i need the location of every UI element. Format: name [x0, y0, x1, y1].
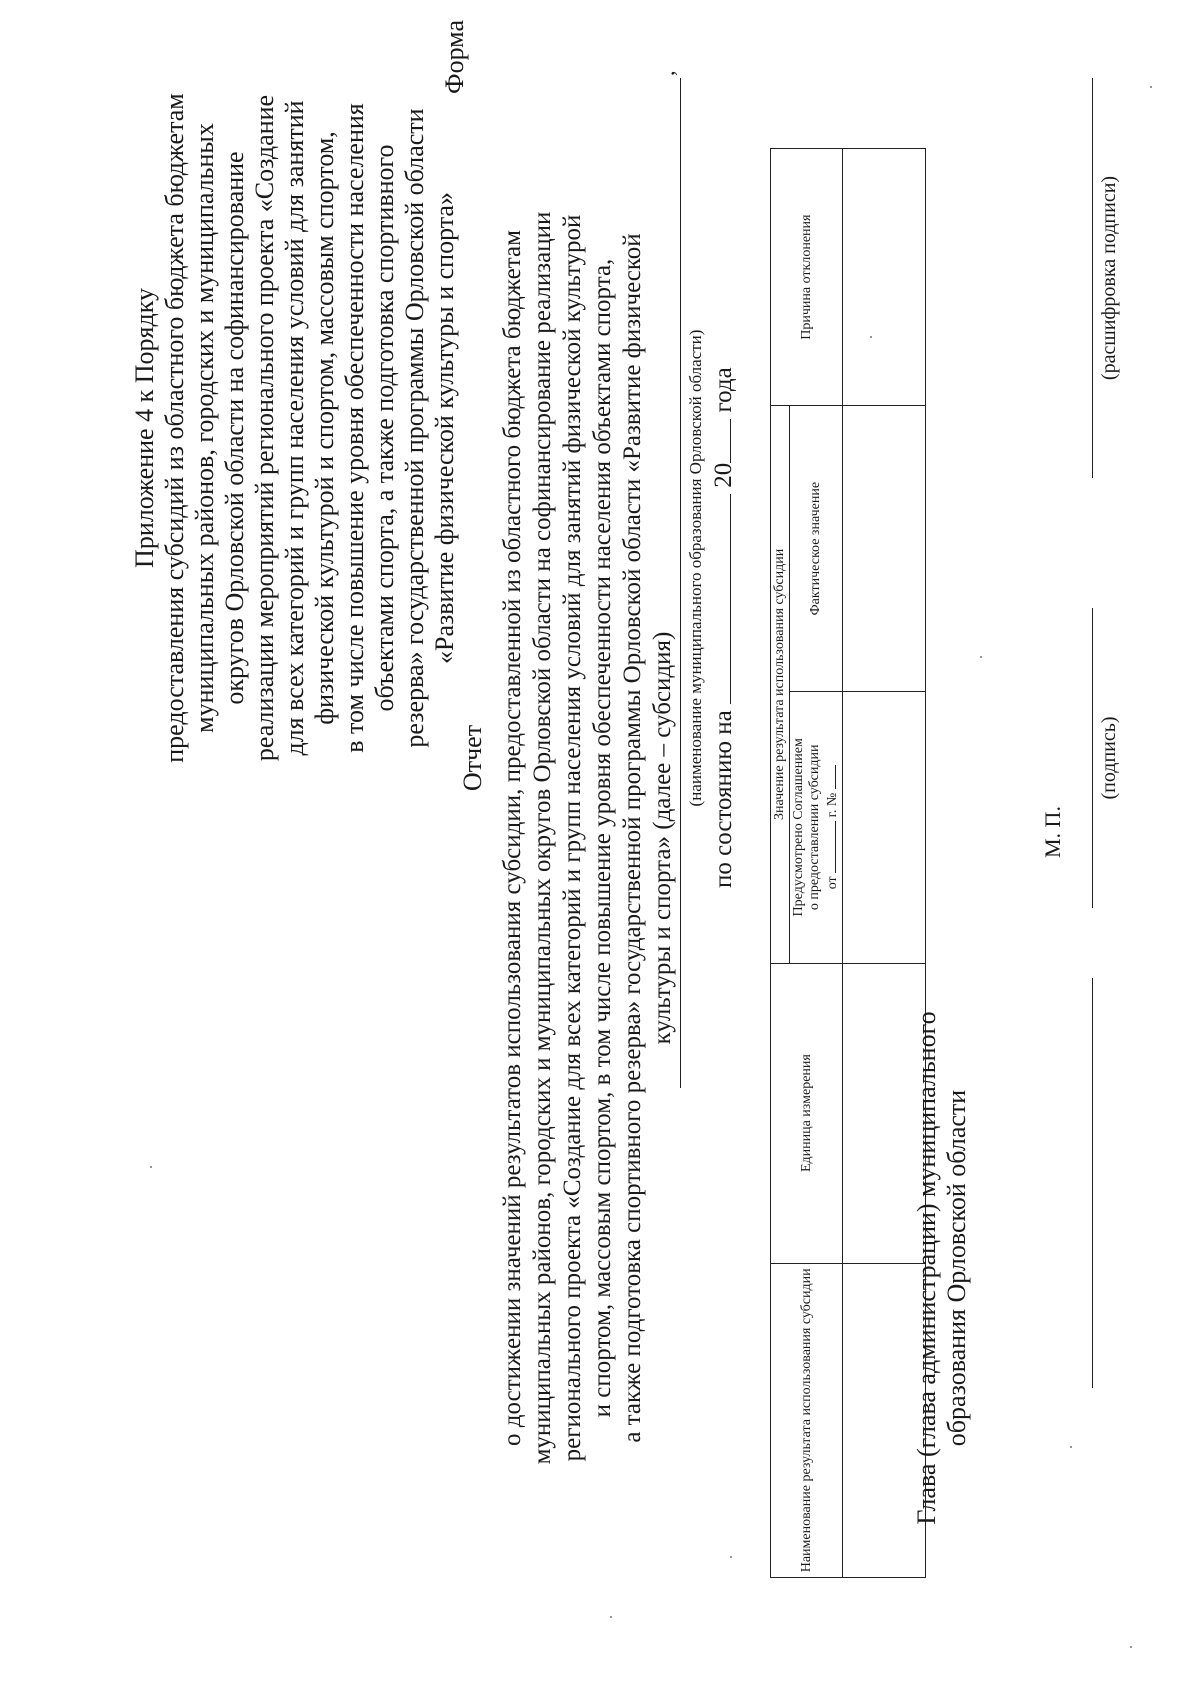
agreement-number-blank[interactable] — [823, 765, 836, 789]
scan-speck — [1130, 1646, 1132, 1648]
title-underline — [1092, 978, 1093, 1388]
planned-line1: Предусмотрено Соглашением — [791, 738, 806, 917]
report-line: муниципальных районов, городских и муниципальных округов Орловской области на софинансирование реализации — [529, 211, 556, 1465]
cell-deviation-reason[interactable] — [843, 149, 926, 406]
signatory-title-line1: Глава (глава администрации) муниципального — [912, 1011, 941, 1525]
signature-decode-caption: (расшифровка подписи) — [1098, 175, 1120, 381]
agreement-date-blank[interactable] — [823, 821, 836, 873]
report-line: регионального проекта «Создание для всех категорий и групп населения условий для занятий физической культурой — [559, 214, 586, 1462]
appendix-line: предоставления субсидий из областного бюджета бюджетам — [160, 93, 189, 763]
scan-speck — [980, 656, 982, 658]
scan-speck — [150, 1166, 152, 1168]
scan-speck — [730, 1556, 732, 1558]
appendix-line: резерва» государственной программы Орловской области — [400, 108, 429, 748]
signatory-title-line2: образования Орловской области — [942, 1089, 971, 1447]
appendix-line: в том числе повышение уровня обеспеченности населения — [340, 103, 369, 753]
cell-actual[interactable] — [843, 406, 926, 692]
table-header-row — [771, 149, 790, 1578]
col-actual: Фактическое значение — [790, 406, 843, 692]
report-title: Отчет — [458, 724, 487, 792]
col-unit: Единица измерения — [771, 963, 843, 1263]
report-date-line — [710, 367, 738, 888]
signature-decode-line[interactable] — [1092, 78, 1093, 478]
appendix-line: Приложение 4 к Порядку — [130, 288, 159, 568]
date-blank[interactable] — [710, 494, 731, 704]
report-line: а также подготовка спортивного резерва» государственной программы Орловской области «Развитие физической — [619, 233, 646, 1443]
scan-speck — [870, 336, 872, 338]
year-suffix: года — [710, 367, 737, 413]
form-label: Форма — [440, 20, 469, 94]
appendix-line: реализации мероприятий регионального проекта «Создание — [250, 94, 279, 762]
appendix-heading — [130, 38, 460, 818]
appendix-line: для всех категорий и групп населения условий для занятий — [280, 100, 309, 756]
signature-line[interactable] — [1092, 608, 1093, 908]
scan-speck — [610, 1616, 612, 1618]
signature-caption: (подпись) — [1098, 716, 1120, 800]
planned-line2: о предоставлении субсидии — [807, 744, 822, 911]
results-table — [770, 148, 926, 1578]
appendix-line: муниципальных районов, городских и муниципальных — [190, 123, 219, 733]
signatory-title — [912, 988, 972, 1548]
report-subtitle — [498, 88, 678, 1588]
municipality-name-line[interactable] — [680, 78, 681, 1088]
col-planned — [790, 692, 843, 964]
planned-line3 — [823, 696, 841, 959]
planned-from: от — [825, 876, 840, 890]
report-line: и спортом, массовым спортом, в том числе повышение уровня обеспеченности населения объектами спорта, — [589, 258, 616, 1418]
municipality-caption: (наименование муниципального образования Орловской области) — [686, 329, 705, 807]
planned-year: г. № — [825, 792, 840, 818]
scan-speck — [1150, 86, 1152, 88]
appendix-line: физической культурой и спортом, массовым спортом, — [310, 131, 339, 725]
appendix-line: «Развитие физической культуры и спорта» — [430, 192, 459, 664]
cell-planned[interactable] — [843, 692, 926, 964]
report-line: о достижении значений результатов использования субсидии, предоставленной из областного бюджета бюджетам — [499, 230, 526, 1446]
appendix-line: объектами спорта, а также подготовка спортивного — [370, 144, 399, 712]
municipality-comma: , — [654, 70, 679, 76]
appendix-line: округов Орловской области на софинансирование — [220, 151, 249, 705]
col-result-name: Наименование результата использования субсидии — [771, 1263, 843, 1577]
year-blank[interactable] — [710, 419, 731, 463]
col-deviation-reason: Причина отклонения — [771, 149, 843, 406]
col-value-group: Значение результата использования субсидии — [771, 406, 790, 963]
scan-speck — [1070, 1446, 1072, 1448]
year-prefix: 20 — [710, 462, 737, 488]
seal-place-label: М. П. — [1040, 806, 1065, 858]
report-line: культуры и спорта» (далее – субсидия) — [649, 631, 676, 1045]
asof-label: по состоянию на — [710, 710, 737, 888]
